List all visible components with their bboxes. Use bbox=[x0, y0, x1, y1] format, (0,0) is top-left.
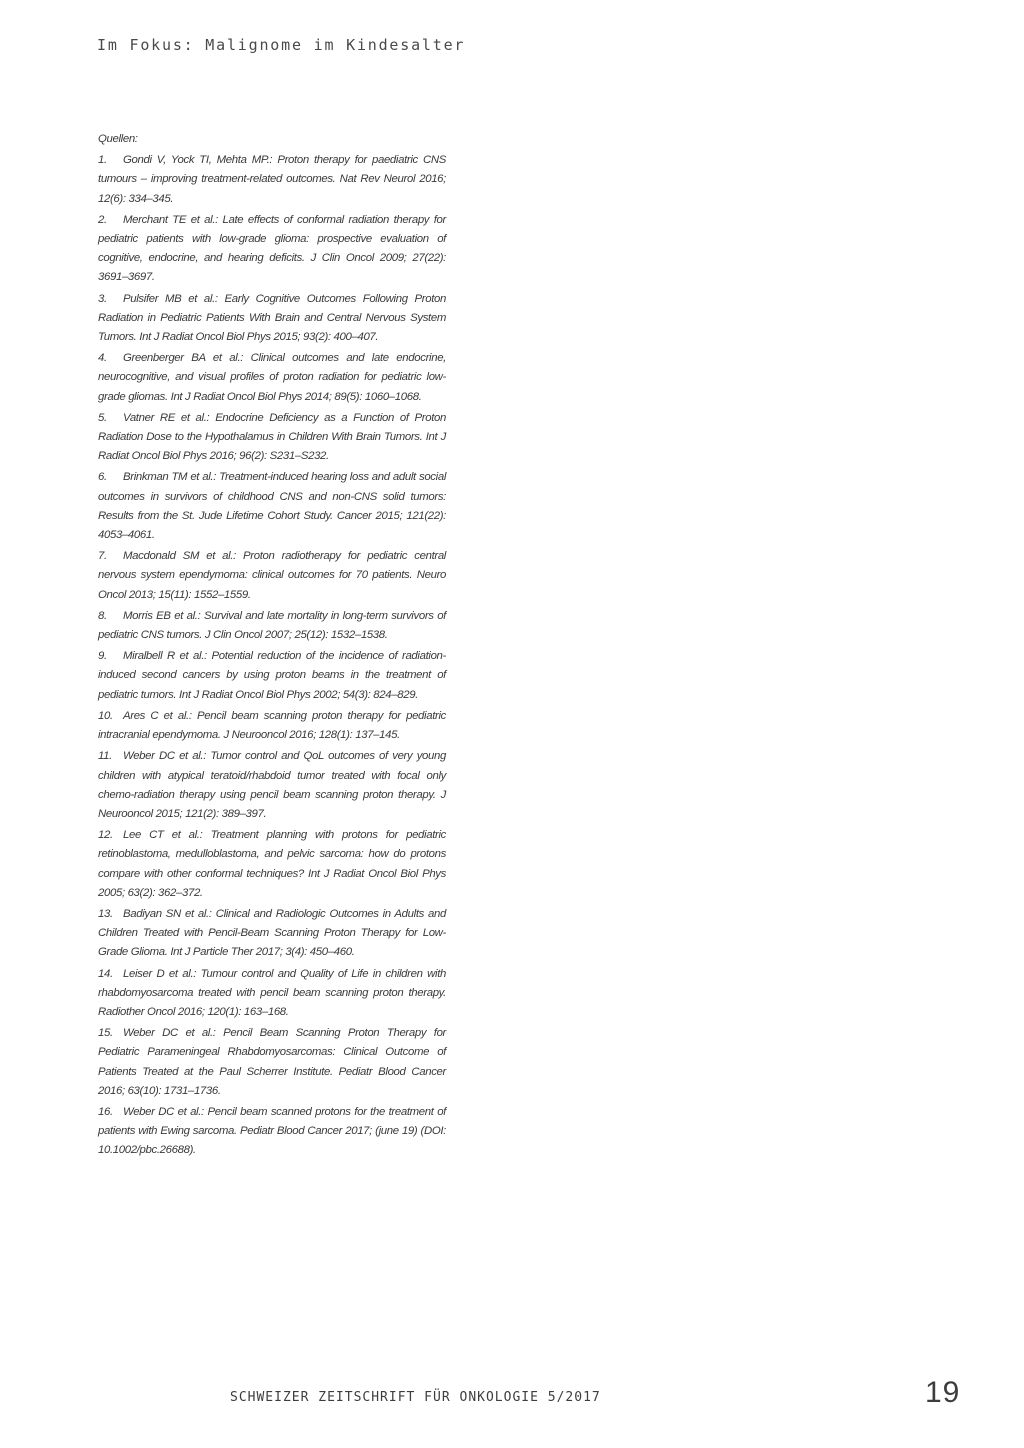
reference-number: 3. bbox=[98, 292, 107, 305]
reference-text: Lee CT et al.: Treatment planning with protons for pediatric retinoblastoma, medulloblastoma, and pelvic sarcoma: how do protons compare with other conformal techniques? Int J Radiat Oncol Biol Phys 2005; 63(2): 362–372. bbox=[98, 829, 446, 899]
reference-text: Greenberger BA et al.: Clinical outcomes and late endocrine, neurocognitive, and visual profiles of proton radiation for pediatric low-grade gliomas. Int J Radiat Oncol Biol Phys 2014; 89(5): 1060–1068. bbox=[98, 352, 446, 403]
reference-item bbox=[98, 349, 446, 407]
reference-text: Weber DC et al.: Tumor control and QoL outcomes of very young children with atypical teratoid/rhabdoid tumor treated with focal only chemo-radiation therapy using pencil beam scanning proton therapy. J Neurooncol 2015; 121(2): 389–397. bbox=[98, 750, 446, 820]
reference-item bbox=[98, 707, 446, 745]
page-number: 19 bbox=[925, 1376, 961, 1409]
running-head: Im Fokus: Malignome im Kindesalter bbox=[97, 36, 466, 54]
reference-number: 16. bbox=[98, 1105, 113, 1118]
reference-text: Merchant TE et al.: Late effects of conformal radiation therapy for pediatric patients with low-grade glioma: prospective evaluation of cognitive, endocrine, and hearing deficits. J Clin Oncol 2009; 27(22): 3691–3697. bbox=[98, 213, 446, 284]
reference-text: Brinkman TM et al.: Treatment-induced hearing loss and adult social outcomes in survivors of childhood CNS and non-CNS solid tumors: Results from the St. Jude Lifetime Cohort Study. Cancer 2015; 121(22): 4053–4061. bbox=[98, 471, 446, 542]
reference-item bbox=[98, 647, 446, 705]
sources-section bbox=[98, 130, 446, 1163]
footer-journal-title: SCHWEIZER ZEITSCHRIFT FÜR ONKOLOGIE 5/2017 bbox=[230, 1390, 601, 1405]
reference-number: 13. bbox=[98, 907, 113, 920]
reference-text: Leiser D et al.: Tumour control and Quality of Life in children with rhabdomyosarcoma treated with pencil beam scanning proton therapy. Radiother Oncol 2016; 120(1): 163–168. bbox=[98, 967, 446, 1018]
reference-number: 4. bbox=[98, 352, 107, 365]
reference-item bbox=[98, 747, 446, 824]
reference-number: 11. bbox=[98, 750, 112, 763]
reference-number: 14. bbox=[98, 967, 113, 980]
reference-text: Weber DC et al.: Pencil beam scanned protons for the treatment of patients with Ewing sarcoma. Pediatr Blood Cancer 2017; (june 19) (DOI: 10.1002/pbc.26688). bbox=[98, 1105, 446, 1157]
reference-number: 6. bbox=[98, 471, 107, 484]
reference-number: 8. bbox=[98, 609, 107, 622]
reference-text: Ares C et al.: Pencil beam scanning proton therapy for pediatric intracranial ependymoma. J Neurooncol 2016; 128(1): 137–145. bbox=[98, 709, 446, 742]
reference-number: 5. bbox=[98, 411, 107, 424]
reference-number: 10. bbox=[98, 709, 113, 722]
reference-number: 7. bbox=[98, 550, 107, 563]
reference-number: 15. bbox=[98, 1027, 113, 1040]
reference-number: 1. bbox=[98, 154, 107, 167]
reference-text: Pulsifer MB et al.: Early Cognitive Outcomes Following Proton Radiation in Pediatric Patients With Brain and Central Nervous System Tumors. Int J Radiat Oncol Biol Phys 2015; 93(2): 400–407. bbox=[98, 292, 446, 344]
reference-text: Miralbell R et al.: Potential reduction of the incidence of radiation-induced second cancers by using proton beams in the treatment of pediatric tumors. Int J Radiat Oncol Biol Phys 2002; 54(3): 824–829. bbox=[98, 650, 446, 701]
reference-number: 9. bbox=[98, 650, 107, 663]
reference-item bbox=[98, 826, 446, 903]
reference-list bbox=[98, 151, 446, 1160]
reference-item bbox=[98, 290, 446, 348]
reference-item bbox=[98, 409, 446, 467]
reference-text: Gondi V, Yock TI, Mehta MP.: Proton therapy for paediatric CNS tumours – improving treatment-related outcomes. Nat Rev Neurol 2016; 12(6): 334–345. bbox=[98, 154, 446, 205]
reference-number: 2. bbox=[98, 213, 107, 226]
sources-heading: Quellen: bbox=[98, 133, 138, 145]
reference-text: Morris EB et al.: Survival and late mortality in long-term survivors of pediatric CNS tumors. J Clin Oncol 2007; 25(12): 1532–1538. bbox=[98, 609, 446, 642]
reference-item bbox=[98, 607, 446, 645]
reference-item bbox=[98, 965, 446, 1023]
reference-number: 12. bbox=[98, 829, 113, 842]
reference-text: Macdonald SM et al.: Proton radiotherapy for pediatric central nervous system ependymoma: clinical outcomes for 70 patients. Neuro Oncol 2013; 15(11): 1552–1559. bbox=[98, 550, 446, 601]
reference-item bbox=[98, 151, 446, 209]
reference-text: Badiyan SN et al.: Clinical and Radiologic Outcomes in Adults and Children Treated with Pencil-Beam Scanning Proton Therapy for Low-Grade Glioma. Int J Particle Ther 2017; 3(4): 450–460. bbox=[98, 907, 446, 959]
reference-text: Weber DC et al.: Pencil Beam Scanning Proton Therapy for Pediatric Parameningeal Rhabdomyosarcomas: Clinical Outcome of Patients Treated at the Paul Scherrer Institute. Pediatr Blood Cancer 2016; 63(10): 1731–1736. bbox=[98, 1027, 446, 1097]
reference-item bbox=[98, 211, 446, 288]
reference-item bbox=[98, 1024, 446, 1101]
reference-item bbox=[98, 1103, 446, 1161]
reference-text: Vatner RE et al.: Endocrine Deficiency as a Function of Proton Radiation Dose to the Hypothalamus in Children With Brain Tumors. Int J Radiat Oncol Biol Phys 2016; 96(2): S231–S232. bbox=[98, 411, 446, 463]
reference-item bbox=[98, 468, 446, 545]
reference-item bbox=[98, 547, 446, 605]
reference-item bbox=[98, 905, 446, 963]
